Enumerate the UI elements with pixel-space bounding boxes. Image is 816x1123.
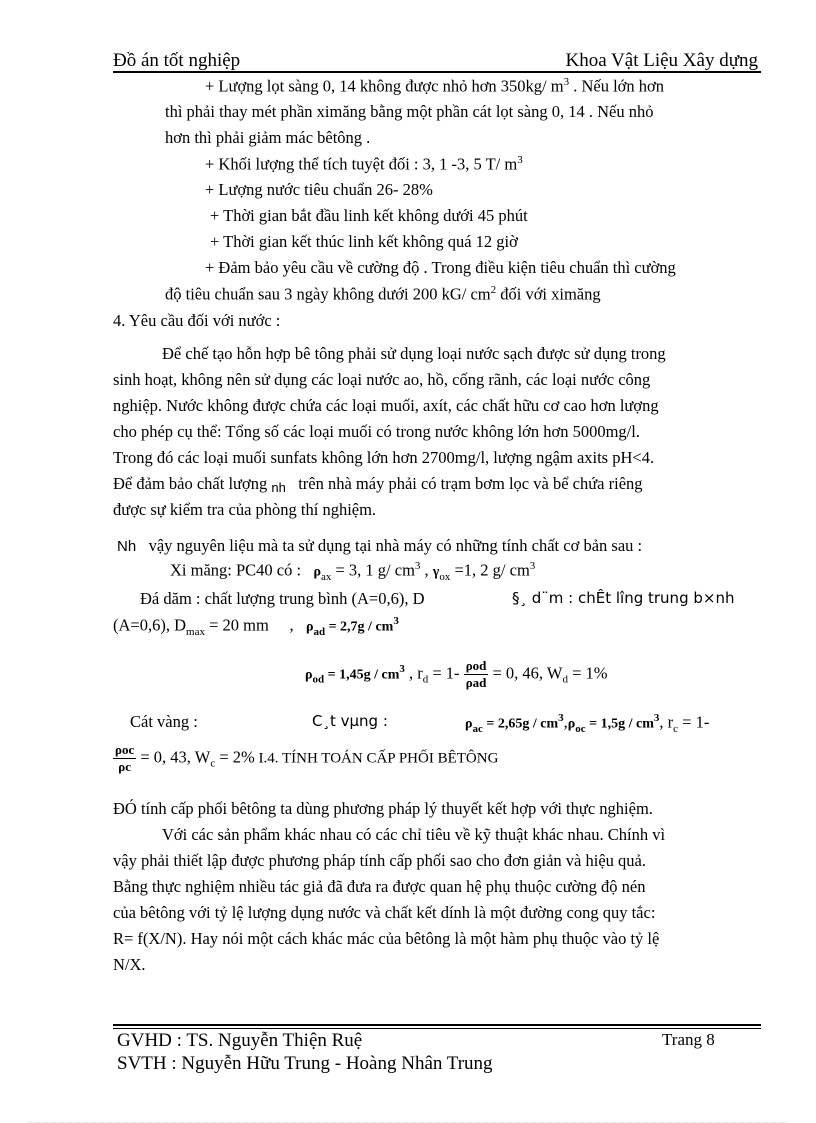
section-heading-water: 4. Yêu cầu đối với nước : (113, 311, 281, 330)
gravel-line-1: Đá dăm : chất lượng trung bình (A=0,6), D (140, 589, 425, 608)
footer-page-number: Trang 8 (662, 1030, 715, 1049)
para1-line-7: được sự kiểm tra của phòng thí nghiệm. (113, 500, 377, 519)
line-1: + Lượng lọt sàng 0, 14 không được nhỏ hơn 350kg/ $m^3$ . Nếu lớn hơn (205, 76, 665, 96)
sand-label-legacy: C¸t vµng : (312, 712, 388, 730)
para1-line-4: cho phép cụ thể: Tổng số các loại muối có trong nước không lớn hơn 5000mg/l. (113, 422, 640, 441)
para1-line-2: sinh hoạt, không nên sử dụng các loại nước ao, hồ, cống rãnh, các loại nước công (113, 370, 651, 389)
line-4: + Khối lượng thể tích tuyệt đối : 3, 1 -3, 5 T/ $m^3$ (205, 154, 523, 174)
para3-line-4: của bêtông với tỷ lệ lượng dụng nước và chất kết dính là một đường cong quy tắc: (113, 903, 656, 922)
footer-rule-top (113, 1024, 761, 1026)
density-ratio-fraction: $\frac{\text{ρod}}{\text{ρad}}$ (465, 658, 487, 690)
line-9: độ tiêu chuẩn sau 3 ngày không dưới 200 kG/ $cm^2$ đối với ximăng (165, 284, 601, 304)
line-6: + Thời gian bắt đầu linh kết không dưới 45 phút (210, 206, 528, 225)
sand-ratio-fraction: $\frac{\text{ρoc}}{\rho c}$ (115, 742, 135, 774)
para3-line-1: Với các sản phẩm khác nhau có các chỉ tiêu về kỹ thuật khác nhau. Chính vì (162, 825, 666, 844)
sand-formula-cont: $\frac{\text{ρoc}}{\rho c}$ = 0, 43, $W_c = 2\%$ I.4. TÍNH TOÁN CẤP PHỐI BÊTÔNG (115, 742, 499, 774)
line-3: hơn thì phải giảm mác bêtông . (165, 128, 371, 147)
sand-formula: $\rho_{ac} = 2,65g / cm^3,\rho_{oc} = 1,5g / cm^3$, $r_c = 1-$ (465, 712, 710, 735)
line-7: + Thời gian kết thúc linh kết không quá 12 giờ (210, 232, 518, 251)
para2: ĐÓ tính cấp phối bêtông ta dùng phương pháp lý thuyết kết hợp với thực nghiệm. (113, 799, 653, 818)
header-rule (113, 71, 761, 73)
para3-line-2: vậy phải thiết lập được phương pháp tính cấp phối sao cho đơn giản và hiệu quả. (113, 851, 646, 870)
footer-rule-bottom (113, 1028, 761, 1029)
header-right: Khoa Vật Liệu Xây dựng (565, 50, 758, 71)
summary-line: Nh vậy nguyên liệu mà ta sử dụng tại nhà máy có những tính chất cơ bản sau : (117, 536, 643, 555)
header-left: Đồ án tốt nghiệp (113, 50, 241, 71)
para1-line-5: Trong đó các loại muối sunfats không lớn hơn 2700mg/l, lượng ngậm axits pH<4. (113, 448, 655, 467)
sand-label: Cát vàng : (130, 712, 198, 731)
gravel-formula: $\rho_{od} = 1,45g / cm^3$ , $r_d = 1-$ $\frac{\text{ρod}}{\text{ρad}}$ = 0, 46, $W_d = 1\%$ (305, 658, 608, 690)
para3-line-6: N/X. (113, 955, 146, 974)
footer-advisor: GVHD : TS. Nguyễn Thiện Ruệ (117, 1030, 363, 1051)
para1-line-6: Để đảm bảo chất lượng nh trên nhà máy phải có trạm bơm lọc và bể chứa riêng (113, 474, 643, 495)
footer-students: SVTH : Nguyễn Hữu Trung - Hoàng Nhân Trung (117, 1053, 493, 1074)
para3-line-3: Bằng thực nghiệm nhiều tác giả đã đưa ra được quan hệ phụ thuộc cường độ nén (113, 877, 646, 896)
gravel-line-2: (A=0,6), $D_{max} = 20$ mm , $\rho_{ad} = 2,7g / cm^3$ (113, 615, 399, 638)
para1-line-1: Để chế tạo hỗn hợp bê tông phải sử dụng loại nước sạch được sử dụng trong (162, 344, 666, 363)
line-2: thì phải thay mét phần ximăng bằng một phần cát lọt sàng 0, 14 . Nếu nhỏ (165, 102, 654, 121)
gravel-line-1-legacy: §¸ d¨m : chÊt lîng trung b×nh (512, 589, 735, 607)
line-8: + Đảm bảo yêu cầu về cường độ . Trong điều kiện tiêu chuẩn thì cường (205, 258, 676, 277)
para1-line-3: nghiệp. Nước không được chứa các loại muối, axít, các chất hữu cơ cao hơn lượng (113, 396, 659, 415)
cement-props: Xi măng: PC40 có : $\rho_{ax} = 3$, 1 g/ $cm^3$ , $\gamma_{ox} =1$, 2 g/ $cm^3$ (170, 560, 536, 583)
para3-line-5: R= f(X/N). Hay nói một cách khác mác của bêtông là một hàm phụ thuộc vào tỷ lệ (113, 929, 660, 948)
line-5: + Lượng nước tiêu chuẩn 26- 28% (205, 180, 433, 199)
